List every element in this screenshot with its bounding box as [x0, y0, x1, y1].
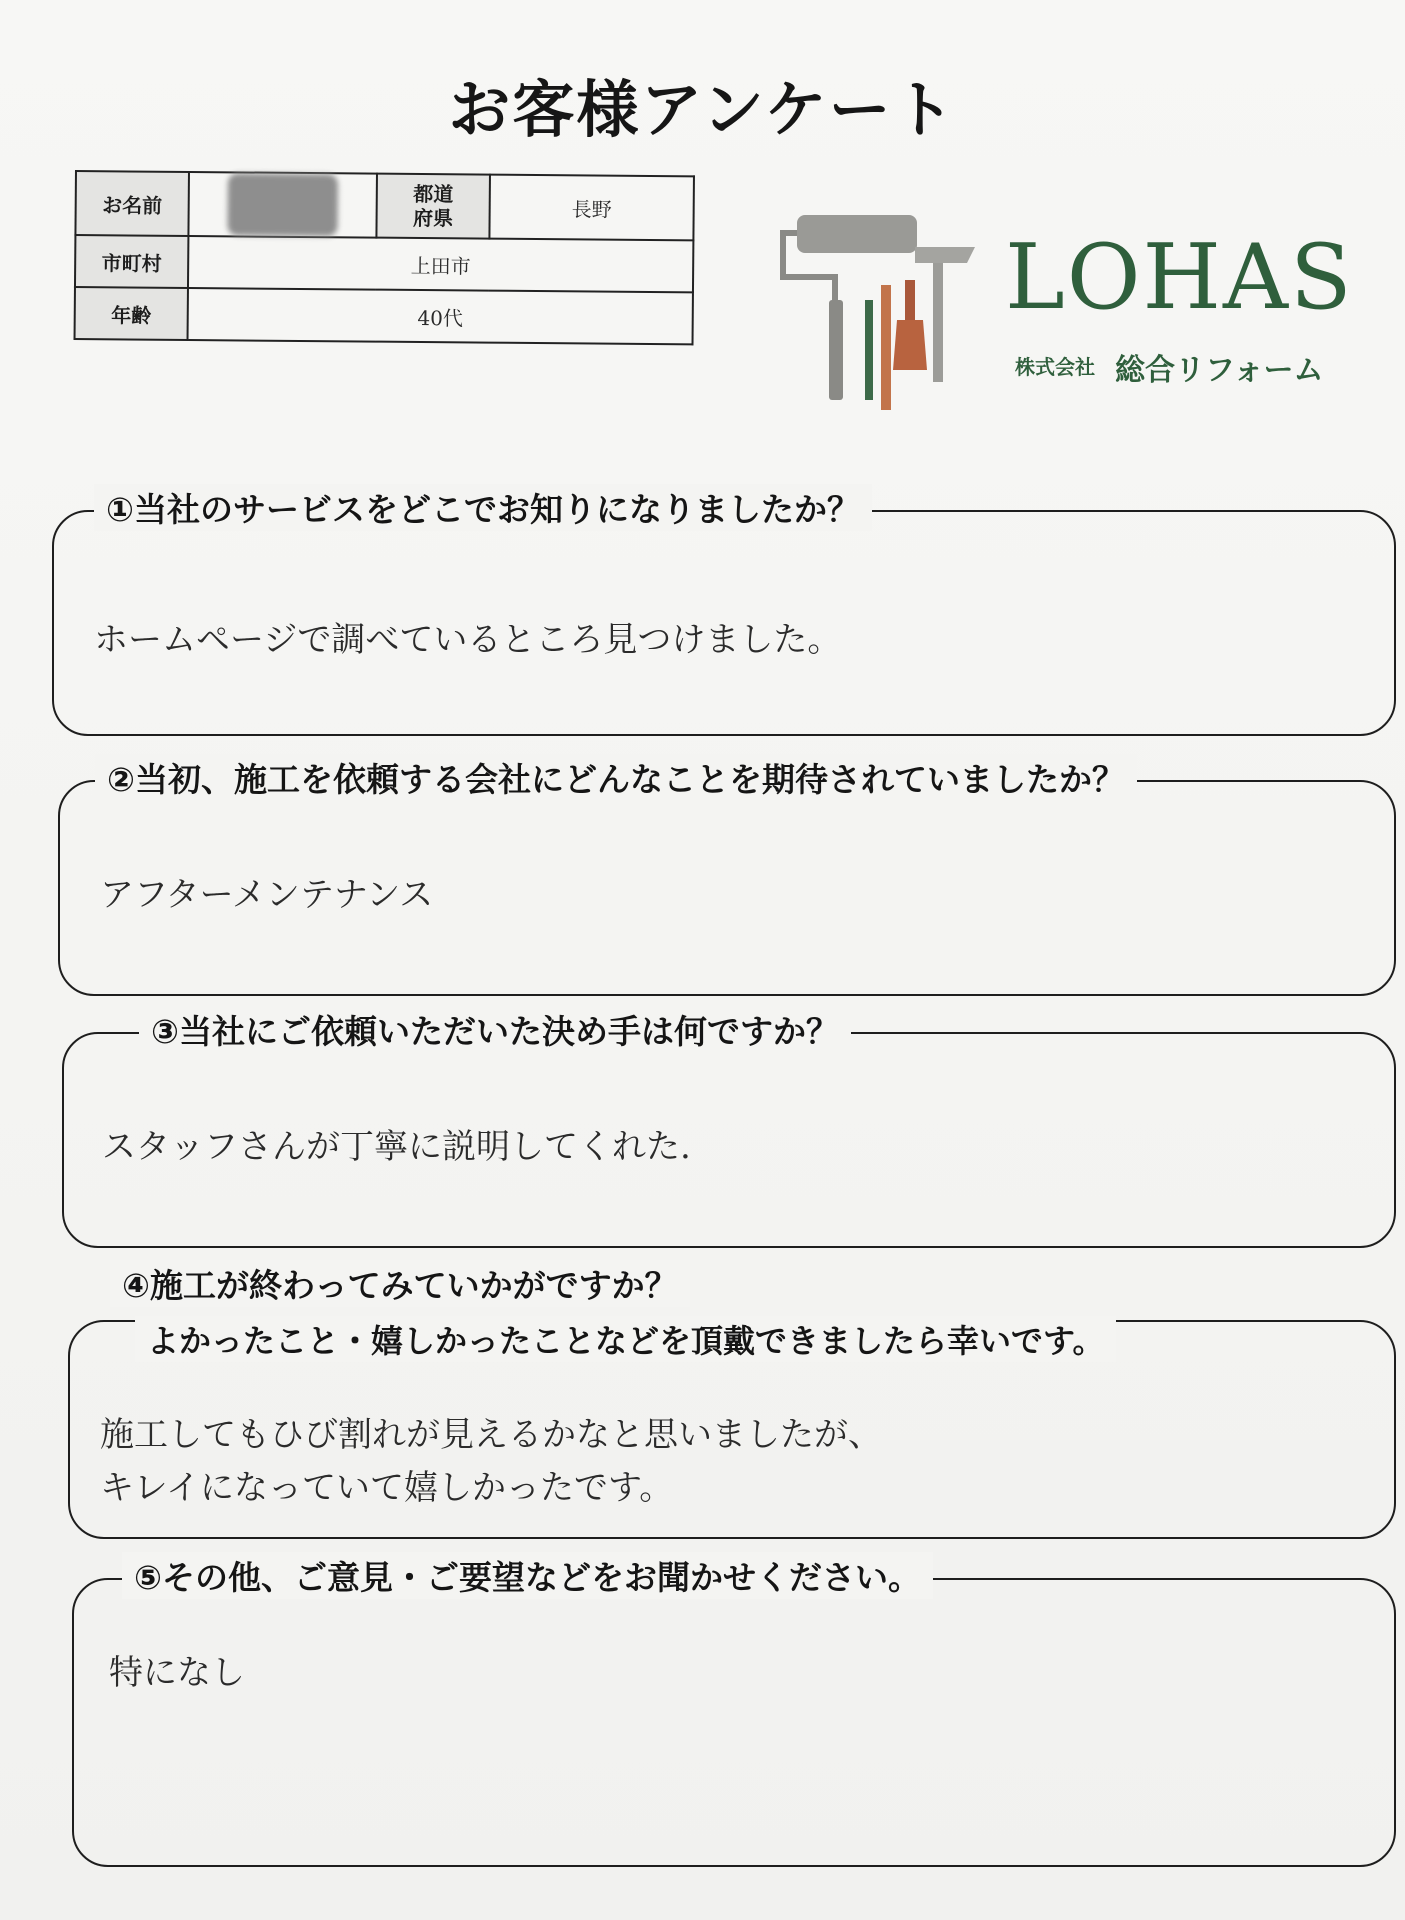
answer-3-line-1[interactable]: スタッフさんが丁寧に説明してくれた. — [102, 1127, 691, 1167]
pref-label-line1: 都道 — [413, 181, 454, 207]
logo-company-name: 総合リフォーム — [1115, 353, 1324, 388]
answer-4-line-1[interactable]: 施工してもひび割れが見えるかなと思いましたが、 — [100, 1415, 882, 1455]
answer-4-line-2[interactable]: キレイになっていて嬉しかったです。 — [100, 1468, 674, 1508]
answer-5-line-1[interactable]: 特になし — [109, 1653, 245, 1693]
city-label: 市町村 — [75, 235, 188, 288]
redacted-name-mark — [227, 173, 338, 236]
question-label-1: ①当社のサービスをどこでお知りになりましたか？ — [94, 484, 872, 531]
age-label: 年齢 — [75, 287, 188, 340]
answer-2-line-1[interactable]: アフターメンテナンス — [100, 875, 434, 915]
logo-brand: LOHAS — [1005, 225, 1354, 330]
answer-1-line-1[interactable]: ホームページで調べているところ見つけました。 — [94, 620, 842, 660]
page-title: お客様アンケート — [448, 73, 957, 146]
question-box-1 — [52, 490, 1396, 736]
question-label-3: ③当社にご依頼いただいた決め手は何ですか？ — [139, 1006, 851, 1053]
pref-value: 長野 — [489, 175, 694, 241]
name-value — [188, 172, 377, 238]
question-box-4 — [68, 1266, 1396, 1539]
question-box-5 — [72, 1558, 1396, 1867]
name-label: お名前 — [75, 171, 189, 236]
pref-label — [376, 174, 490, 239]
pref-label-line2: 府県 — [412, 205, 454, 231]
question-label-4-line-2: よかったこと・嬉しかったことなどを頂戴できましたら幸いです。 — [135, 1316, 1116, 1362]
tools-icon — [775, 205, 995, 415]
question-box-2 — [58, 760, 1396, 996]
city-value: 上田市 — [188, 236, 693, 292]
company-logo — [775, 205, 1375, 415]
question-label-2: ②当初、施工を依頼する会社にどんなことを期待されていましたか？ — [95, 754, 1137, 801]
question-box-3 — [62, 1012, 1396, 1248]
logo-company-prefix: 株式会社 — [1015, 355, 1095, 379]
customer-info-table — [74, 170, 695, 345]
question-label-4: ④施工が終わってみていかがですか？ — [110, 1260, 690, 1307]
age-value: 40代 — [188, 288, 693, 344]
question-label-5: ⑤その他、ご意見・ご要望などをお聞かせください。 — [122, 1552, 933, 1599]
